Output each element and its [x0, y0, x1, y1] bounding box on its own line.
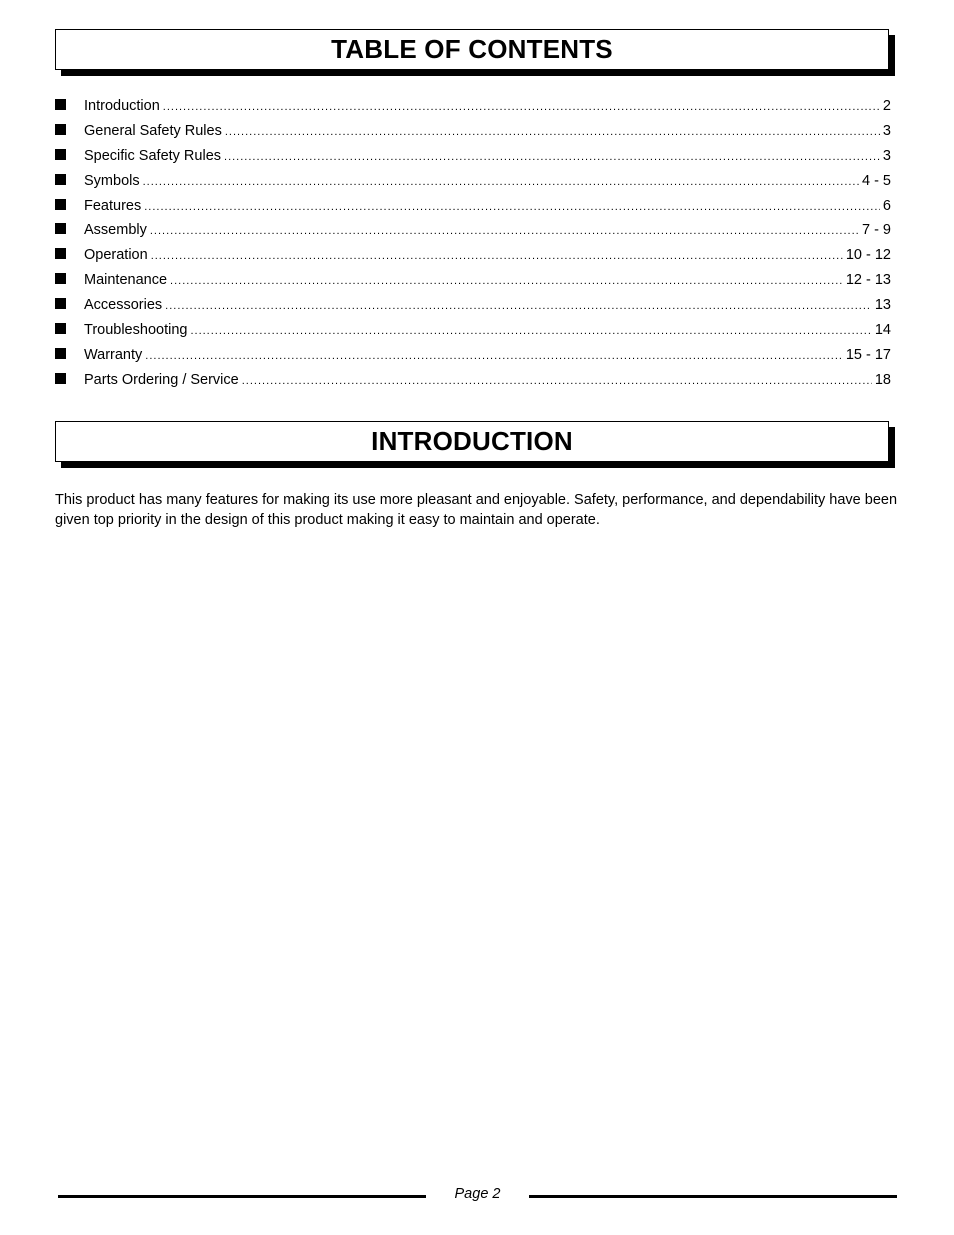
square-bullet-icon	[55, 273, 66, 284]
toc-item[interactable]	[55, 94, 891, 119]
toc-item-title: Symbols	[84, 172, 140, 189]
toc-list	[55, 94, 891, 393]
toc-item[interactable]	[55, 218, 891, 243]
square-bullet-icon	[55, 323, 66, 334]
toc-item-page: 14	[874, 322, 891, 339]
dot-leader	[144, 195, 880, 220]
square-bullet-icon	[55, 174, 66, 185]
toc-item-page: 18	[874, 371, 891, 388]
toc-item[interactable]	[55, 169, 891, 194]
toc-item-title: Assembly	[84, 222, 147, 239]
toc-item-title: Specific Safety Rules	[84, 147, 222, 164]
square-bullet-icon	[55, 124, 66, 135]
toc-item-page: 15 - 17	[845, 346, 891, 363]
square-bullet-icon	[55, 248, 66, 259]
footer-rule-left	[58, 1195, 426, 1198]
toc-item[interactable]	[55, 144, 891, 169]
toc-item-title: Warranty	[84, 346, 143, 363]
toc-item-page: 3	[882, 122, 891, 139]
square-bullet-icon	[55, 348, 66, 359]
toc-item-page: 10 - 12	[845, 247, 891, 264]
toc-item-title: Introduction	[84, 98, 160, 114]
toc-item-title: Parts Ordering / Service	[84, 371, 239, 388]
introduction-heading: INTRODUCTION	[371, 426, 573, 456]
toc-item-page: 3	[882, 147, 891, 164]
toc-item[interactable]	[55, 343, 891, 368]
toc-item-title: Features	[84, 197, 142, 214]
dot-leader	[170, 269, 843, 294]
dot-leader	[190, 319, 871, 344]
dot-leader	[225, 120, 880, 145]
toc-item[interactable]	[55, 243, 891, 268]
toc-item[interactable]	[55, 318, 891, 343]
toc-item-page: 12 - 13	[845, 272, 891, 289]
dot-leader	[150, 219, 859, 244]
dot-leader	[165, 294, 872, 319]
square-bullet-icon	[55, 373, 66, 384]
toc-item[interactable]	[55, 119, 891, 144]
footer-rule-right	[529, 1195, 897, 1198]
toc-item-page: 2	[882, 98, 891, 114]
toc-item-title: Maintenance	[84, 272, 168, 289]
dot-leader	[224, 145, 880, 170]
toc-item[interactable]	[55, 293, 891, 318]
toc-item-title: Operation	[84, 247, 148, 264]
toc-item-title: Accessories	[84, 297, 163, 314]
toc-item-page: 7 - 9	[861, 222, 891, 239]
dot-leader	[145, 344, 843, 369]
toc-item[interactable]	[55, 268, 891, 293]
square-bullet-icon	[55, 99, 66, 110]
square-bullet-icon	[55, 149, 66, 160]
toc-item-page: 13	[874, 297, 891, 314]
introduction-heading-box	[55, 421, 889, 462]
toc-heading: TABLE OF CONTENTS	[331, 34, 613, 64]
toc-item-title: General Safety Rules	[84, 122, 222, 139]
dot-leader	[163, 95, 880, 120]
introduction-body: This product has many features for making its use more pleasant and enjoyable. Safety, performance, and dependability have been given top priority in the design of this product making it easy to maintain and operate.	[55, 492, 898, 528]
dot-leader	[143, 170, 859, 195]
square-bullet-icon	[55, 199, 66, 210]
toc-item-page: 6	[882, 197, 891, 214]
square-bullet-icon	[55, 223, 66, 234]
toc-item-page: 4 - 5	[861, 172, 891, 189]
toc-item[interactable]	[55, 194, 891, 219]
toc-item[interactable]	[55, 368, 891, 393]
toc-item-title: Troubleshooting	[84, 322, 188, 339]
dot-leader	[151, 244, 843, 269]
dot-leader	[242, 369, 872, 394]
toc-heading-box	[55, 29, 889, 70]
square-bullet-icon	[55, 298, 66, 309]
page-number: Page 2	[454, 1186, 501, 1202]
